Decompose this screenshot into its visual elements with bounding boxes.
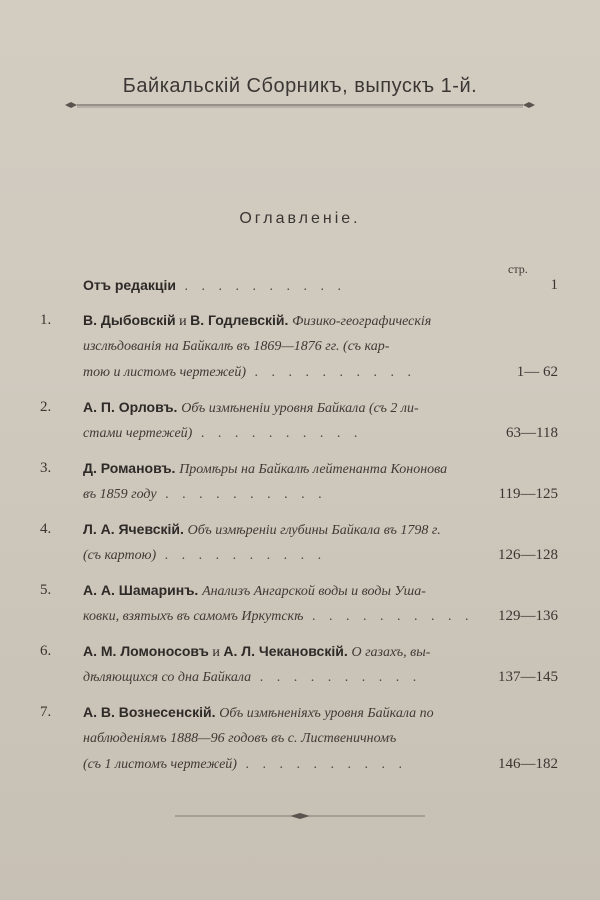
toc-entry-line [40,699,558,725]
toc-entry [40,577,558,629]
toc-entry-line [40,420,558,446]
toc-entry-line [40,542,558,568]
toc-entry-title-text: въ 1859 году [83,487,157,502]
toc-entry-line [40,455,558,481]
toc-entry-authors: В. Дыбовскій и В. Годлевскій. [83,312,289,329]
toc-entry-line [40,725,558,751]
toc-entry-number: 3. [40,460,52,476]
toc-entry-title-text: (съ 1 листомъ чертежей) [83,757,237,772]
toc-entry-pages: 1 [550,277,558,293]
toc-entry-title-text: (съ картою) [83,548,157,563]
toc-entry-pages: 1— 62 [516,364,558,380]
toc-entry-line [40,333,558,359]
toc-entry-title-text: Объ измѣненіяхъ уровня Байкала по [219,706,434,721]
header-ornament-rule [65,100,535,110]
toc-entry-title-text: наблюденіямъ 1888—96 годовъ въ с. Лиственичномъ [83,731,397,746]
toc-entry-pages: 119—125 [498,486,558,502]
toc-entry-number: 5. [40,582,52,598]
toc-entry-number: 2. [40,399,52,415]
leader-dots: . . . . . . . . . . [251,670,422,685]
toc-entry-line [40,307,558,333]
toc-entry-title-text: О газахъ, вы- [351,645,431,660]
leader-dots: . . . . . . . . . . [236,757,407,772]
toc-entry-title-text: стами чертежей) [83,426,193,441]
leader-dots: . . . . . . . . . . [156,548,327,563]
toc-entry-line [40,516,558,542]
toc-entry-authors: А. В. Вознесенскій. [83,704,216,720]
toc-entry-title-text: Физико-географическія [292,314,432,329]
toc-entry [40,272,558,298]
toc-entry-number: 1. [40,312,52,328]
toc-entry [40,394,558,446]
toc-entry-title-text: Объ измѣненіи уровня Байкала (съ 2 ли- [181,401,419,416]
toc-entry-pages: 146—182 [498,756,558,772]
toc-entry-authors: Д. Романовъ. [83,460,176,476]
page-column-label: стр. [508,262,528,276]
toc-entry-title-text: тою и листомъ чертежей) [83,365,246,380]
toc-entry-line [40,359,558,385]
toc-entry-line [40,394,558,420]
table-of-contents [40,272,558,786]
toc-entry-title-text: дѣляющихся со дна Байкала [83,670,252,685]
toc-entry-number: 7. [40,704,52,720]
toc-entry-title-text: ковки, взятыхъ въ самомъ Иркутскѣ [83,609,304,624]
toc-entry-title-text: Объ измѣреніи глубины Байкала въ 1798 г. [187,523,441,538]
toc-entry-line [40,603,558,629]
bottom-ornament-rule [175,812,425,820]
leader-dots: . . . . . . . . . . [156,487,327,502]
toc-entry-pages: 126—128 [498,547,558,563]
toc-entry-number: 4. [40,521,52,537]
leader-dots: . . . . . . . . . . [192,426,363,441]
toc-entry-authors: А. П. Орловъ. [83,399,178,415]
toc-entry-pages: 129—136 [498,608,558,624]
toc-entry [40,307,558,385]
toc-entry-authors: А. А. Шамаринъ. [83,582,199,598]
toc-entry-authors: Отъ редакціи [83,277,176,293]
toc-entry-line [40,638,558,664]
running-header: Байкальскій Сборникъ, выпускъ 1-й. [122,75,478,97]
toc-entry-authors: Л. А. Ячевскій. [83,521,184,537]
toc-entry-line [40,272,558,298]
leader-dots: . . . . . . . . . . [175,279,346,294]
toc-entry-line [40,751,558,777]
toc-entry-authors: А. М. Ломоносовъ и А. Л. Чекановскій. [83,643,348,660]
toc-entry-title-text: изслѣдованія на Байкалѣ въ 1869—1876 гг. (съ кар- [83,339,390,354]
toc-entry-line [40,481,558,507]
toc-entry [40,638,558,690]
toc-entry-title-text: Анализъ Ангарской воды и воды Ушa- [202,584,426,599]
contents-heading: Оглавленіе. [239,210,361,227]
toc-entry-number: 6. [40,643,52,659]
toc-entry-pages: 63—118 [506,425,558,441]
toc-entry [40,699,558,777]
toc-entry-title-text: Промѣры на Байкалѣ лейтенанта Кононова [179,462,448,477]
leader-dots: . . . . . . . . . . [245,365,416,380]
toc-entry [40,516,558,568]
toc-entry [40,455,558,507]
toc-entry-line [40,577,558,603]
toc-entry-line [40,664,558,690]
toc-entry-pages: 137—145 [498,669,558,685]
leader-dots: . . . . . . . . . . [303,609,474,624]
